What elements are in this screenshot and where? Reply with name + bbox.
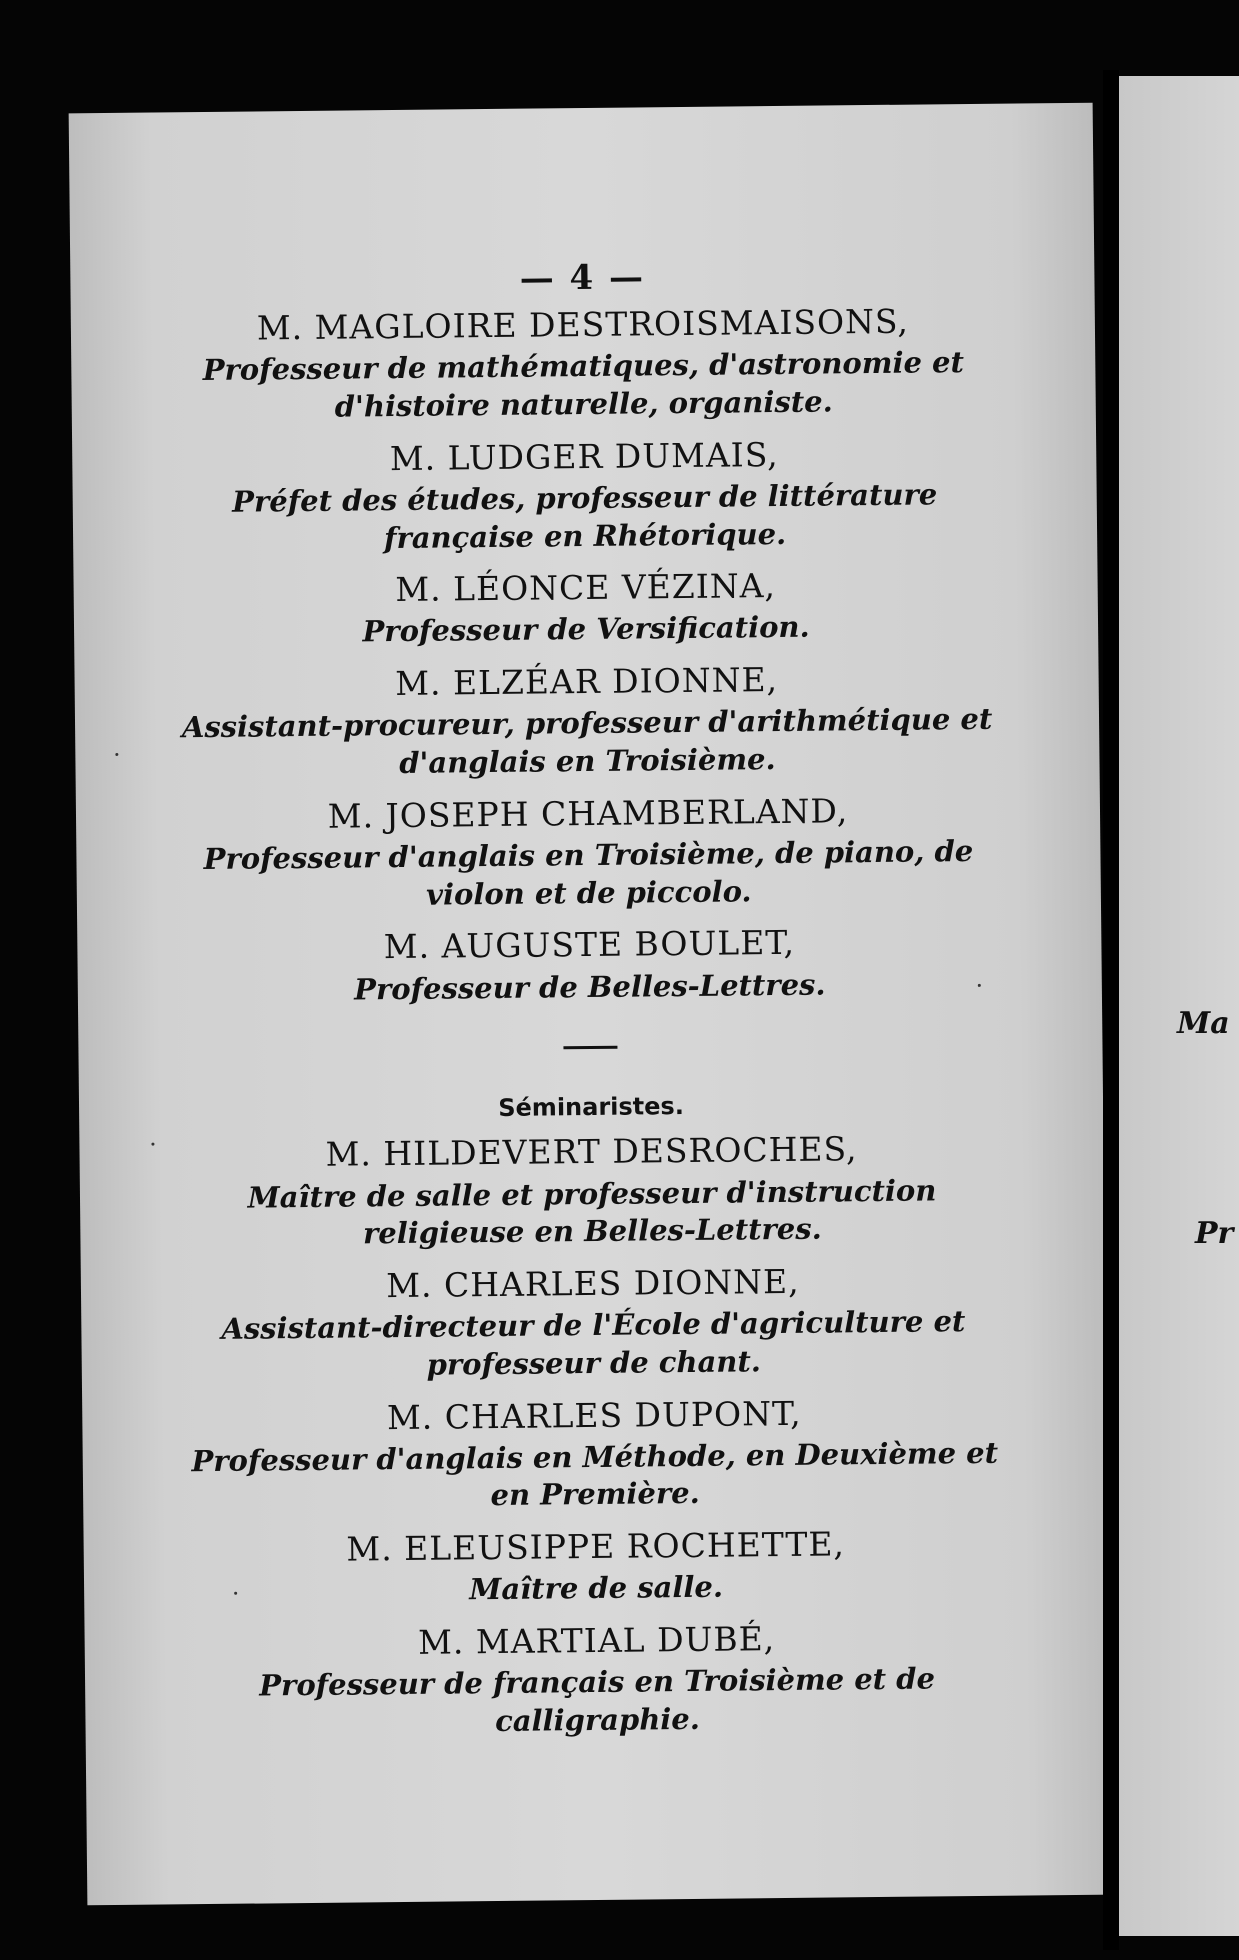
seminariste-role: Professeur d'anglais en Méthode, en Deuxième et en Première.	[191, 1435, 999, 1513]
document-page	[69, 103, 1112, 1906]
section-divider	[563, 1046, 617, 1050]
staff-role: Professeur de Belles-Lettres.	[353, 967, 826, 1007]
staff-role: Professeur de mathématiques, d'astronomie et d'histoire naturelle, organiste.	[202, 345, 965, 424]
seminariste-entry	[81, 1258, 1106, 1388]
staff-role: Professeur de Versification.	[362, 610, 810, 649]
paper-speck	[151, 1143, 154, 1146]
adjacent-page-fragment: Pr	[1195, 1216, 1234, 1251]
seminariste-name: M. MARTIAL DUBÉ,	[417, 1619, 776, 1662]
seminariste-entry	[79, 1126, 1104, 1256]
seminariste-name: M. ELEUSIPPE ROCHETTE,	[346, 1524, 846, 1569]
seminariste-name: M. HILDEVERT DESROCHES,	[325, 1129, 858, 1175]
staff-name: M. AUGUSTE BOULET,	[383, 923, 796, 967]
seminariste-entry	[84, 1615, 1109, 1745]
staff-role: Préfet des études, professeur de littérature française en Rhétorique.	[232, 477, 938, 555]
staff-name: M. LUDGER DUMAIS,	[389, 434, 779, 478]
staff-entry	[73, 562, 1098, 655]
seminariste-role: Maître de salle et professeur d'instruction religieuse en Belles-Lettres.	[247, 1172, 937, 1251]
paper-speck	[115, 753, 118, 756]
page-content	[70, 253, 1110, 1757]
staff-entry	[74, 656, 1099, 786]
seminariste-entry	[82, 1389, 1107, 1519]
section-title: Séminaristes.	[498, 1092, 685, 1123]
staff-name: M. ELZÉAR DIONNE,	[395, 660, 779, 704]
adjacent-page	[1119, 76, 1239, 1936]
staff-name: M. LÉONCE VÉZINA,	[395, 566, 777, 610]
staff-entry	[72, 430, 1097, 560]
seminariste-role: Assistant-directeur de l'École d'agriculture et professeur de chant.	[221, 1304, 966, 1382]
staff-role: Assistant-procureur, professeur d'arithmétique et d'anglais en Troisième.	[181, 702, 993, 781]
seminariste-entry	[83, 1521, 1108, 1614]
seminariste-role: Maître de salle.	[469, 1569, 724, 1607]
staff-name: M. MAGLOIRE DESTROISMAISONS,	[256, 301, 910, 348]
paper-speck	[234, 1592, 237, 1595]
book-gutter	[1103, 70, 1119, 1950]
page-number: — 4 —	[519, 257, 646, 299]
paper-speck	[978, 984, 981, 987]
staff-entry	[76, 787, 1101, 917]
staff-entry	[71, 299, 1096, 429]
staff-name: M. JOSEPH CHAMBERLAND,	[327, 791, 849, 836]
seminariste-name: M. CHARLES DUPONT,	[386, 1393, 802, 1437]
adjacent-page-fragment: Ma	[1177, 1006, 1230, 1041]
staff-role: Professeur d'anglais en Troisième, de piano, de violon et de piccolo.	[203, 833, 974, 912]
seminariste-role: Professeur de français en Troisième et de calligraphie.	[259, 1661, 936, 1738]
seminaristes-list	[79, 1126, 1109, 1745]
staff-entry	[77, 919, 1102, 1012]
seminariste-name: M. CHARLES DIONNE,	[385, 1261, 800, 1306]
staff-list	[71, 299, 1102, 1012]
